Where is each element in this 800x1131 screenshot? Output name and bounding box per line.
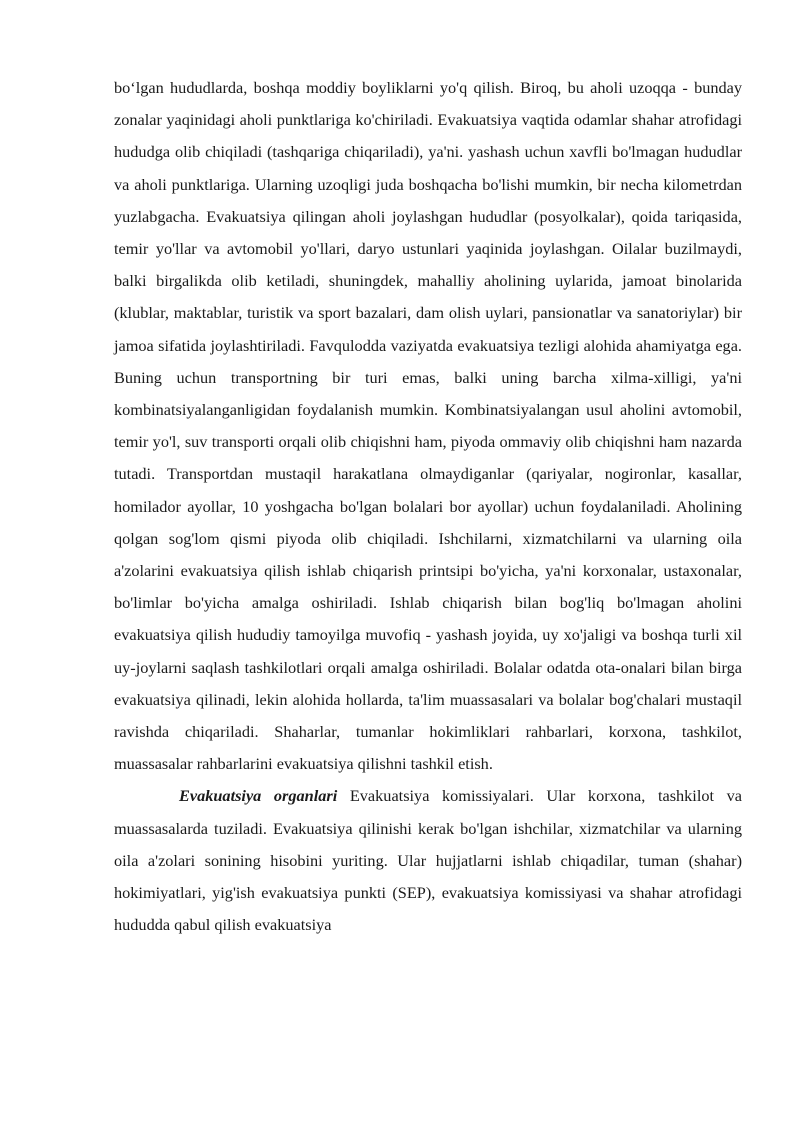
paragraph-evacuation-overview: bo‘lgan hududlarda, boshqa moddiy boyliklarni yo'q qilish. Biroq, bu aholi uzoqqa - bunday zonalar yaqinidagi aholi punktlariga ko'chiriladi. Evakuatsiya vaqtida odamlar shahar atrofidagi hududga olib chiqiladi (tashqariga chiqariladi), ya'ni. yashash uchun xavfli bo'lmagan hududlar va aholi punktlariga. Ularning uzoqligi juda boshqacha bo'lishi mumkin, bir necha kilometrdan yuzlabgacha. Evakuatsiya qilingan aholi joylashgan hududlar (posyolkalar), qoida tariqasida, temir yo'llar va avtomobil yo'llari, daryo ustunlari yaqinida joylashgan. Oilalar buzilmaydi, balki birgalikda olib ketiladi, shuningdek, mahalliy aholining uylarida, jamoat binolarida (klublar, maktablar, turistik va sport bazalari, dam olish uylari, pansionatlar va sanatoriylar) bir jamoa sifatida joylashtiriladi. Favqulodda vaziyatda evakuatsiya tezligi alohida ahamiyatga ega. Buning uchun transportning bir turi emas, balki uning barcha xilma-xilligi, ya'ni kombinatsiyalanganligidan foydalanish mumkin. Kombinatsiyalangan usul aholini avtomobil, temir yo'l, suv transporti orqali olib chiqishni ham, piyoda ommaviy olib chiqishni ham nazarda tutadi. Transportdan mustaqil harakatlana olmaydiganlar (qariyalar, nogironlar, kasallar, homilador ayollar, 10 yoshgacha bo'lgan bolalari bor ayollar) uchun foydalaniladi. Aholining qolgan sog'lom qismi piyoda olib chiqiladi. Ishchilarni, xizmatchilarni va ularning oila a'zolarini evakuatsiya qilish ishlab chiqarish printsipi bo'yicha, ya'ni korxonalar, ustaxonalar, bo'limlar bo'yicha amalga oshiriladi. Ishlab chiqarish bilan bog'liq bo'lmagan aholini evakuatsiya qilish hududiy tamoyilga muvofiq - yashash joyida, uy xo'jaligi va boshqa turli xil uy-joylarni saqlash tashkilotlari orqali amalga oshiriladi. Bolalar odatda ota-onalari bilan birga evakuatsiya qilinadi, lekin alohida hollarda, ta'lim muassasalari va bolalar bog'chalari mustaqil ravishda chiqariladi. Shaharlar, tumanlar hokimliklari rahbarlari, korxona, tashkilot, muassasalar rahbarlarini evakuatsiya qilishni tashkil etish. [114,78,742,774]
paragraph-evacuation-bodies [114,780,742,941]
document-page [114,72,742,941]
term-evacuation-bodies: Evakuatsiya organlari [179,786,338,806]
paragraph-evacuation-bodies-text: Evakuatsiya komissiyalari. Ular korxona, tashkilot va muassasalarda tuziladi. Evakuatsiya qilinishi kerak bo'lgan ishchilar, xizmatchilar va ularning oila a'zolari sonining hisobini yuriting. Ular hujjatlarni ishlab chiqadilar, tuman (shahar) hokimiyatlari, yig'ish evakuatsiya punkti (SEP), evakuatsiya komissiyasi va shahar atrofidagi hududda qabul qilish evakuatsiya [114,786,742,935]
